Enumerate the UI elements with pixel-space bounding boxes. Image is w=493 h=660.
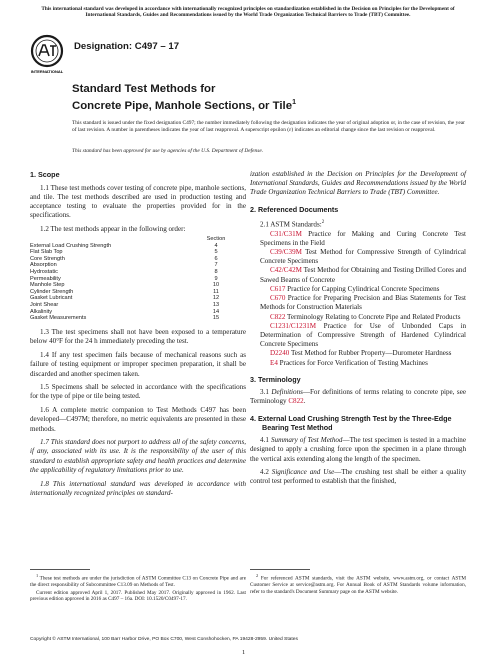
link-c822[interactable]: C822 [288, 397, 304, 406]
paragraph-1-6: 1.6 A complete metric companion to Test Methods C497 has been developed—C497M; therefore, no metric equivalents are presented in these methods. [30, 406, 246, 433]
footnote-1-edition: Current edition approved April 1, 2017. Published May 2017. Originally approved in 1962. Last previous edition approved in 2016 as C497 – 16a. DOI: 10.1520/C0497-17. [30, 589, 246, 602]
reference-item [250, 313, 466, 322]
reference-list [250, 230, 466, 368]
section-table-row [30, 269, 228, 276]
reference-title: Practices for Force Verification of Testing Machines [277, 358, 428, 367]
reference-title: Practice for Capping Cylindrical Concrete Specimens [285, 284, 440, 293]
reference-item [250, 230, 466, 248]
reference-title: Terminology Relating to Concrete Pipe and Related Products [285, 312, 461, 321]
approval-statement: This standard has been approved for use by agencies of the U.S. Department of Defense. [72, 148, 264, 154]
paragraph-1-7: 1.7 This standard does not purport to address all of the safety concerns, if any, associated with its use. It is the responsibility of the user of this standard to establish appropriate safety and health practices and determine the applicability of regulatory limitations prior to use. [30, 438, 246, 474]
section-number: 11 [213, 288, 219, 295]
document-title [72, 83, 402, 113]
section-table-row [30, 249, 228, 256]
referenced-documents-heading: 2. Referenced Documents [250, 204, 339, 214]
reference-title: Test Method for Rubber Property—Durometer Hardness [289, 349, 452, 358]
section-name: Flat Slab Top [30, 249, 63, 256]
section-number: 7 [214, 262, 218, 269]
footnote-divider-right [250, 569, 310, 570]
reference-link[interactable]: C39/C39M [270, 248, 302, 257]
section-name: Gasket Lubricant [30, 295, 73, 302]
paragraph-4-2: 4.2 Significance and Use—The crushing test shall be either a quality control test performed to establish that the finished, [250, 468, 466, 486]
reference-title: Practice for Use of Unbonded Caps in Determination of Compressive Strength of Hardened Cylindrical Concrete Specimens [260, 321, 466, 349]
designation-code: C497 – 17 [134, 41, 180, 52]
reference-link[interactable]: C1231/C1231M [270, 321, 317, 330]
reference-item [250, 359, 466, 368]
section-table-row [30, 256, 228, 263]
section-name: Joint Shear [30, 301, 59, 308]
astm-standards-label: 2.1 ASTM Standards:$^2$ [260, 220, 325, 229]
paragraph-1-8: 1.8 This international standard was developed in accordance with internationally recognized principles on standard- [30, 479, 246, 497]
terminology-heading: 3. Terminology [250, 374, 301, 384]
section-table-row [30, 295, 228, 302]
section-table-row [30, 309, 228, 316]
scope-heading: 1. Scope [30, 170, 60, 179]
reference-item [250, 294, 466, 312]
section-name: Absorption [30, 262, 57, 269]
section-table-row [30, 282, 228, 289]
section-name: Cylinder Strength [30, 288, 74, 295]
section-number: 8 [214, 268, 218, 275]
reference-link[interactable]: C822 [270, 312, 286, 321]
footnote-left [30, 573, 246, 603]
reference-link[interactable]: C31/C31M [270, 229, 302, 238]
footnote-1: $^1$ These test methods are under the jurisdiction of ASTM Committee C13 on Concrete Pipe and are the direct responsibility of Subcommittee C13.09 on Methods of Test. [30, 573, 246, 589]
section-name: Core Strength [30, 255, 65, 262]
intro-paragraph: This standard is issued under the fixed designation C497; the number immediately following the designation indicates the year of original adoption or, in the case of revision, the year of last revision. A number in parentheses indicates the year of last reapproval. A superscript epsilon (ε) indicates an editorial change since the last revision or reapproval. [72, 120, 465, 133]
section-number: 6 [214, 255, 218, 262]
section-name: Gasket Measurements [30, 315, 87, 322]
reference-link[interactable]: D2240 [270, 349, 290, 358]
paragraph-1-1: 1.1 These test methods cover testing of concrete pipe, manhole sections, and tile. The test methods described are used in production testing and acceptance testing to evaluate the properties provided for in the specifications. [30, 183, 246, 220]
paragraph-1-3: 1.3 The test specimens shall not have been exposed to a temperature below 40°F for the 24 h immediately preceding the test. [30, 328, 246, 346]
reference-item [250, 248, 466, 266]
section-number: 15 [212, 315, 220, 322]
reference-link[interactable]: E4 [270, 358, 278, 367]
page-number: 1 [242, 649, 246, 656]
paragraph-4-1: 4.1 Summary of Test Method—The test specimen is tested in a machine designed to apply a crushing force upon the specimen in a plane through the vertical axis extending along the length of the specimen. [250, 436, 466, 463]
section-table-row [30, 262, 228, 269]
logo-text: INTERNATIONAL [30, 69, 64, 74]
right-column [250, 170, 466, 487]
reference-title: Test Method for Obtaining and Testing Drilled Cores and Sawed Beams of Concrete [260, 266, 466, 284]
section-name: External Load Crushing Strength [30, 242, 112, 249]
section-number: 10 [212, 282, 220, 289]
paragraph-1-2: 1.2 The test methods appear in the following order: [40, 224, 186, 233]
section-number: 9 [214, 275, 218, 282]
section-header: Section [206, 236, 226, 243]
section-name: Permeability [30, 275, 61, 282]
header-notice: This international standard was developed in accordance with internationally recognized principles on standardization established in the Decision on Principles for the Development of International Standards, Guides and Recommendations issued by the World Trade Organization Technical Barriers to Trade (TBT) Committee. [41, 6, 455, 19]
reference-item [250, 349, 466, 358]
astm-logo-icon [30, 34, 64, 78]
reference-item [250, 322, 466, 350]
reference-link[interactable]: C42/C42M [270, 266, 302, 275]
section-table-row [30, 276, 228, 283]
paragraph-1-8-continued: ization established in the Decision on Principles for the Development of International Standards, Guides and Recommendations issued by the World Trade Organization Technical Barriers to Trade (TBT) Committee. [250, 170, 466, 197]
section-number: 13 [212, 301, 220, 308]
footnote-2: $^2$ For referenced ASTM standards, visit the ASTM website, www.astm.org, or contact ASTM Customer Service at service@astm.org. For Annual Book of ASTM Standards volume information, refer to the standard's Document Summary page on the ASTM website. [250, 573, 466, 595]
section-number: 12 [212, 295, 220, 302]
reference-title: Practice for Making and Curing Concrete Test Specimens in the Field [260, 229, 466, 247]
section-name: Manhole Step [30, 282, 65, 289]
section-table-row [30, 315, 228, 322]
section-table-row [30, 289, 228, 296]
title-line-1: Standard Test Methods for [72, 83, 216, 95]
paragraph-1-4: 1.4 If any test specimen fails because of mechanical reasons such as failure of testing equipment or improper specimen preparation, it shall be discarded and another specimen taken. [30, 351, 246, 378]
designation-label: Designation: [74, 41, 133, 52]
designation [74, 41, 179, 52]
section-name: Hydrostatic [30, 268, 58, 275]
external-load-heading: 4. External Load Crushing Strength Test by the Three-Edge Bearing Test Method [250, 413, 452, 432]
footnote-divider-left [30, 569, 90, 570]
reference-item [250, 266, 466, 284]
section-table-row [30, 302, 228, 309]
left-column [30, 170, 246, 498]
section-number: 4 [214, 242, 218, 249]
footnote-right [250, 573, 466, 596]
section-table-row [30, 243, 228, 250]
reference-item [250, 285, 466, 294]
paragraph-3-1: 3.1 Definitions—For definitions of terms relating to concrete pipe, see Terminology C822. [250, 388, 466, 406]
copyright-line: Copyright © ASTM International, 100 Barr Harbor Drive, PO Box C700, West Conshohocken, PA 19428-2959. United States [30, 637, 298, 642]
reference-title: Test Method for Compressive Strength of Cylindrical Concrete Specimens [260, 248, 466, 266]
section-name: Alkalinity [30, 308, 53, 315]
paragraph-1-5: 1.5 Specimens shall be selected in accordance with the specifications for the type of pipe or tile being tested. [30, 383, 246, 401]
section-number: 14 [212, 308, 220, 315]
reference-link[interactable]: C670 [270, 294, 286, 303]
reference-title: Practice for Preparing Precision and Bias Statements for Test Methods for Construction Materials [260, 294, 466, 312]
section-number: 5 [214, 249, 218, 256]
reference-link[interactable]: C617 [270, 284, 286, 293]
section-table [30, 236, 228, 322]
title-line-2: Concrete Pipe, Manhole Sections, or Tile$^1$ [72, 99, 296, 112]
